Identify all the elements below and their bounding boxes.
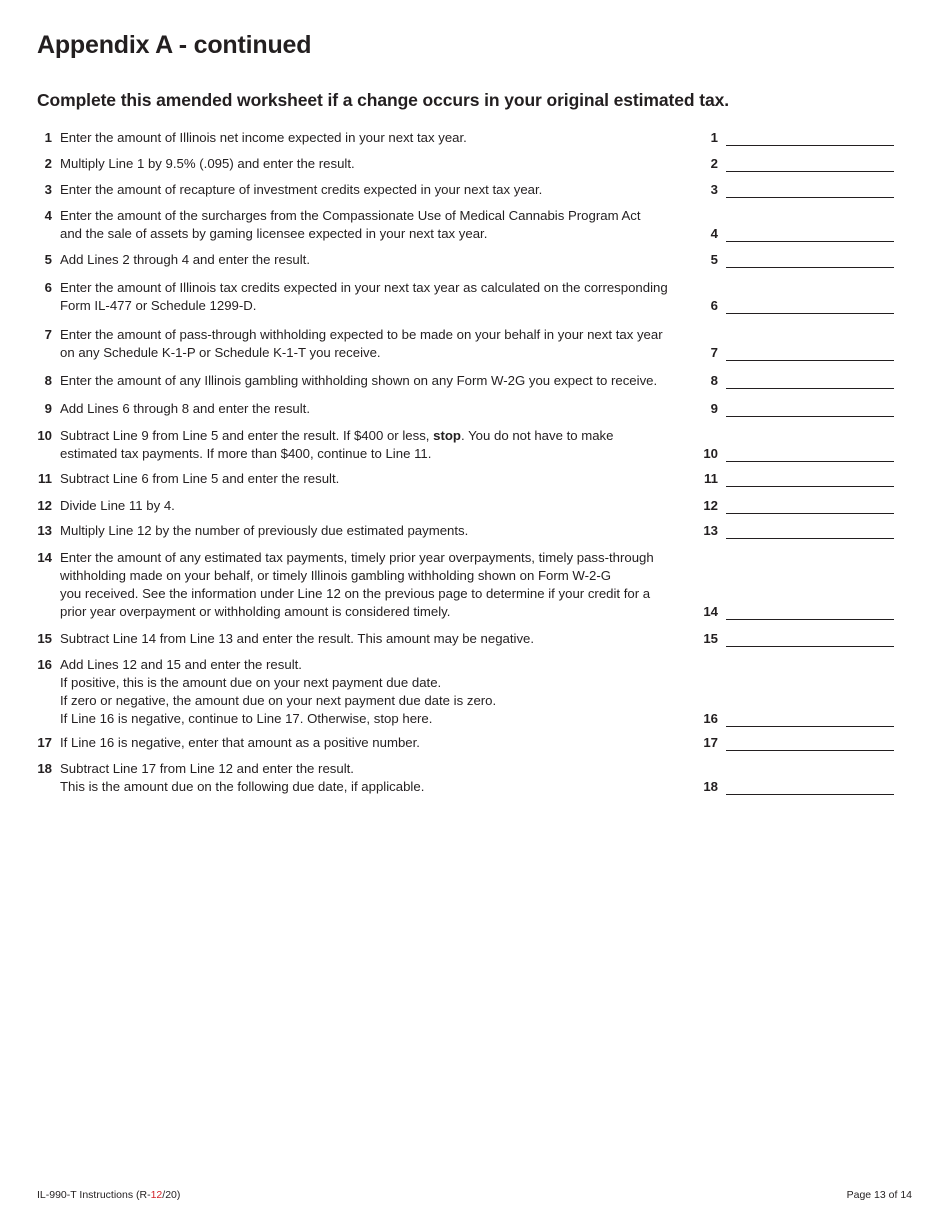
answer-line-number: 7 — [710, 345, 718, 360]
line-instruction — [60, 279, 700, 315]
answer-field-14[interactable] — [726, 619, 894, 620]
instruction-text: on any Schedule K-1-P or Schedule K-1-T you receive. — [60, 345, 381, 360]
answer-field-16[interactable] — [726, 726, 894, 727]
line-number: 17 — [37, 735, 52, 750]
line-instruction — [60, 251, 700, 269]
instruction-text: Divide Line 11 by 4. — [60, 498, 175, 513]
line-instruction — [60, 129, 700, 147]
line-number: 2 — [44, 156, 52, 171]
answer-line-number: 1 — [710, 130, 718, 145]
line-number: 16 — [37, 657, 52, 672]
line-instruction — [60, 630, 700, 648]
answer-field-10[interactable] — [726, 461, 894, 462]
instruction-text: If Line 16 is negative, enter that amount as a positive number. — [60, 735, 420, 750]
answer-line-number: 10 — [703, 446, 718, 461]
instruction-text: This is the amount due on the following due date, if applicable. — [60, 779, 425, 794]
instruction-text: withholding made on your behalf, or timely Illinois gambling withholding shown on Form W-2-G — [60, 568, 611, 583]
line-instruction — [60, 497, 700, 515]
answer-field-3[interactable] — [726, 197, 894, 198]
instruction-text: If zero or negative, the amount due on your next payment due date is zero. — [60, 693, 497, 708]
answer-field-15[interactable] — [726, 646, 894, 647]
answer-field-11[interactable] — [726, 486, 894, 487]
line-instruction — [60, 470, 700, 488]
answer-line-number: 17 — [703, 735, 718, 750]
line-number: 1 — [44, 130, 52, 145]
instruction-text: Enter the amount of recapture of investment credits expected in your next tax year. — [60, 182, 543, 197]
instruction-text: Multiply Line 1 by 9.5% (.095) and enter the result. — [60, 156, 355, 171]
line-number: 10 — [37, 428, 52, 443]
line-number: 7 — [44, 327, 52, 342]
page-title: Appendix A - continued — [37, 31, 312, 59]
instruction-text: Enter the amount of Illinois net income expected in your next tax year. — [60, 130, 467, 145]
instruction-text: Add Lines 12 and 15 and enter the result. — [60, 657, 302, 672]
instruction-text: Enter the amount of pass-through withholding expected to be made on your behalf in your next tax year — [60, 327, 663, 342]
line-instruction — [60, 372, 700, 390]
answer-line-number: 6 — [710, 298, 718, 313]
instruction-text: prior year overpayment or withholding amount is considered timely. — [60, 604, 451, 619]
answer-field-17[interactable] — [726, 750, 894, 751]
line-number: 9 — [44, 401, 52, 416]
line-instruction — [60, 181, 700, 199]
line-instruction — [60, 427, 700, 463]
worksheet-subtitle: Complete this amended worksheet if a change occurs in your original estimated tax. — [37, 90, 729, 110]
line-instruction — [60, 734, 700, 752]
line-number: 4 — [44, 208, 52, 223]
answer-line-number: 2 — [710, 156, 718, 171]
answer-field-8[interactable] — [726, 388, 894, 389]
answer-line-number: 8 — [710, 373, 718, 388]
instruction-text: Subtract Line 17 from Line 12 and enter the result. — [60, 761, 354, 776]
answer-line-number: 3 — [710, 182, 718, 197]
answer-line-number: 4 — [710, 226, 718, 241]
form-identifier: IL-990-T Instructions (R-12/20) — [37, 1189, 181, 1201]
line-number: 5 — [44, 252, 52, 267]
line-number: 3 — [44, 182, 52, 197]
line-instruction — [60, 522, 700, 540]
answer-line-number: 18 — [703, 779, 718, 794]
answer-line-number: 5 — [710, 252, 718, 267]
instruction-text: Add Lines 6 through 8 and enter the result. — [60, 401, 311, 416]
instruction-text: Form IL-477 or Schedule 1299-D. — [60, 298, 257, 313]
answer-line-number: 16 — [703, 711, 718, 726]
answer-line-number: 9 — [710, 401, 718, 416]
answer-field-1[interactable] — [726, 145, 894, 146]
instruction-text: Subtract Line 9 from Line 5 and enter the result. If $400 or less, stop. You do not have to make — [60, 428, 614, 443]
answer-line-number: 15 — [703, 631, 718, 646]
line-number: 18 — [37, 761, 52, 776]
answer-field-13[interactable] — [726, 538, 894, 539]
line-number: 14 — [37, 550, 52, 565]
line-instruction — [60, 760, 700, 796]
line-instruction — [60, 155, 700, 173]
answer-line-number: 13 — [703, 523, 718, 538]
instruction-text: and the sale of assets by gaming licensee expected in your next tax year. — [60, 226, 488, 241]
instruction-text: Subtract Line 6 from Line 5 and enter the result. — [60, 471, 340, 486]
answer-field-4[interactable] — [726, 241, 894, 242]
instruction-text: Multiply Line 12 by the number of previously due estimated payments. — [60, 523, 469, 538]
instruction-text: estimated tax payments. If more than $400, continue to Line 11. — [60, 446, 432, 461]
instruction-text: Enter the amount of Illinois tax credits expected in your next tax year as calculated on the corresponding — [60, 280, 668, 295]
line-number: 11 — [38, 471, 52, 486]
line-instruction — [60, 549, 700, 621]
instruction-text: Enter the amount of the surcharges from the Compassionate Use of Medical Cannabis Program Act — [60, 208, 641, 223]
answer-field-9[interactable] — [726, 416, 894, 417]
instruction-text: Enter the amount of any estimated tax payments, timely prior year overpayments, timely pass-through — [60, 550, 654, 565]
line-number: 6 — [44, 280, 52, 295]
answer-field-7[interactable] — [726, 360, 894, 361]
instruction-text: Enter the amount of any Illinois gambling withholding shown on any Form W-2G you expect to receive. — [60, 373, 658, 388]
line-number: 15 — [37, 631, 52, 646]
line-number: 13 — [37, 523, 52, 538]
instruction-text: Subtract Line 14 from Line 13 and enter the result. This amount may be negative. — [60, 631, 535, 646]
line-instruction — [60, 326, 700, 362]
page-number: Page 13 of 14 — [846, 1189, 912, 1201]
answer-field-12[interactable] — [726, 513, 894, 514]
instruction-text: Add Lines 2 through 4 and enter the result. — [60, 252, 311, 267]
instruction-text: If positive, this is the amount due on your next payment due date. — [60, 675, 442, 690]
line-instruction — [60, 207, 700, 243]
answer-line-number: 11 — [704, 471, 718, 486]
answer-field-5[interactable] — [726, 267, 894, 268]
answer-field-2[interactable] — [726, 171, 894, 172]
answer-field-18[interactable] — [726, 794, 894, 795]
line-instruction — [60, 400, 700, 418]
answer-line-number: 12 — [703, 498, 718, 513]
instruction-text: If Line 16 is negative, continue to Line 17. Otherwise, stop here. — [60, 711, 433, 726]
line-instruction — [60, 656, 700, 728]
answer-line-number: 14 — [703, 604, 718, 619]
line-number: 8 — [44, 373, 52, 388]
answer-field-6[interactable] — [726, 313, 894, 314]
line-number: 12 — [37, 498, 52, 513]
instruction-text: you received. See the information under Line 12 on the previous page to determine if your credit for a — [60, 586, 651, 601]
